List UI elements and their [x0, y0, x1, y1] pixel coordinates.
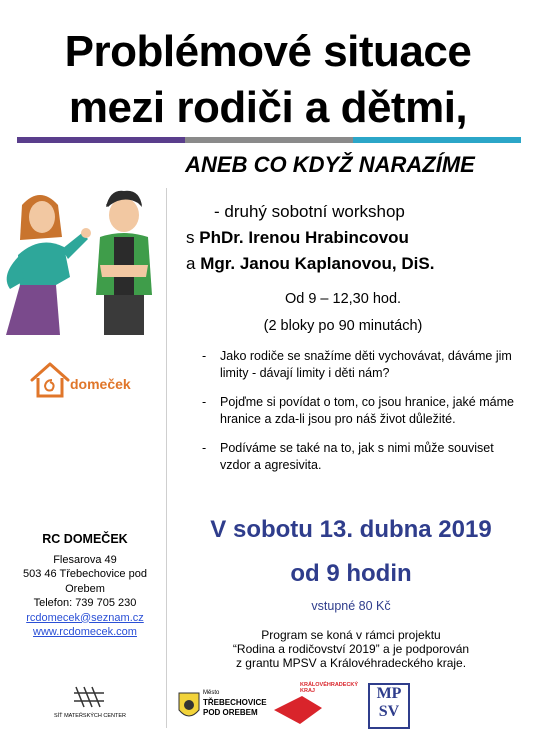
parent-child-illustration	[0, 185, 166, 335]
org-city-1: 503 46 Třebechovice pod	[23, 568, 147, 580]
bullet-list	[200, 348, 520, 486]
kraj-emblem-icon	[272, 694, 324, 726]
kraj-logo: KRÁLOVÉHRADECKÝ KRAJ	[272, 682, 352, 726]
email-link[interactable]: rcdomecek@seznam.cz	[26, 611, 144, 624]
domecek-logo	[28, 360, 158, 404]
subtitle: ANEB CO KDYŽ NARAZÍME	[185, 152, 475, 177]
divider-bar-purple	[17, 137, 185, 143]
title-line-1: Problémové situace	[64, 27, 472, 76]
lecturer-1-prefix: s	[186, 228, 200, 247]
event-date: V sobotu 13. dubna 2019	[210, 516, 492, 543]
smc-logo: SÍŤ MATEŘSKÝCH CENTER	[40, 683, 140, 723]
list-item: - Podíváme se také na to, jak s nimi může souviset vzdor a agresivita.	[202, 441, 494, 472]
divider-bar-gray	[185, 137, 353, 143]
house-icon	[28, 360, 72, 400]
coat-of-arms-icon	[178, 692, 200, 722]
time-range: Od 9 – 12,30 hod.	[284, 291, 402, 307]
lecturer-2	[186, 254, 434, 274]
divider-bar-blue	[353, 137, 521, 143]
event-fee: vstupné 80 Kč	[311, 599, 391, 613]
contact-block	[10, 532, 160, 640]
network-icon	[70, 683, 110, 711]
org-name: RC DOMEČEK	[42, 532, 128, 546]
lecturer-2-name: Mgr. Janou Kaplanovou, DiS.	[200, 254, 435, 273]
event-time: od 9 hodin	[290, 560, 412, 587]
mpsv-logo: MP SV	[368, 683, 410, 729]
title-line-2: mezi rodiči a dětmi,	[68, 83, 468, 132]
web-link[interactable]: www.rcdomecek.com	[33, 626, 137, 638]
vertical-divider	[166, 188, 167, 728]
lecturer-2-prefix: a	[186, 254, 201, 273]
list-item: - Jako rodiče se snažíme děti vychovávat, dáváme jim limity - dávají limity i děti nám?	[202, 349, 512, 380]
org-street: Flesarova 49	[53, 553, 117, 566]
org-phone: Telefon: 739 705 230	[33, 597, 137, 609]
list-item: - Pojďme si povídat o tom, co jsou hranice, jaké máme hranice a zda-li jsou pro náš život důležité.	[202, 395, 514, 426]
workshop-line: - druhý sobotní workshop	[214, 202, 405, 221]
lecturer-1-name: PhDr. Irenou Hrabincovou	[199, 228, 409, 247]
project-info: Program se koná v rámci projektu “Rodina a rodičovství 2019” a je podporován z grantu MPSV a Královéhradeckého kraje.	[232, 628, 470, 670]
lecturer-1	[186, 228, 409, 248]
blocks-info: (2 bloky po 90 minutách)	[263, 318, 423, 334]
domecek-logo-text: domeček	[70, 376, 131, 392]
mesto-logo: Město TŘEBECHOVICE POD OREBEM	[178, 690, 268, 726]
org-city-2: Orebem	[65, 582, 105, 595]
